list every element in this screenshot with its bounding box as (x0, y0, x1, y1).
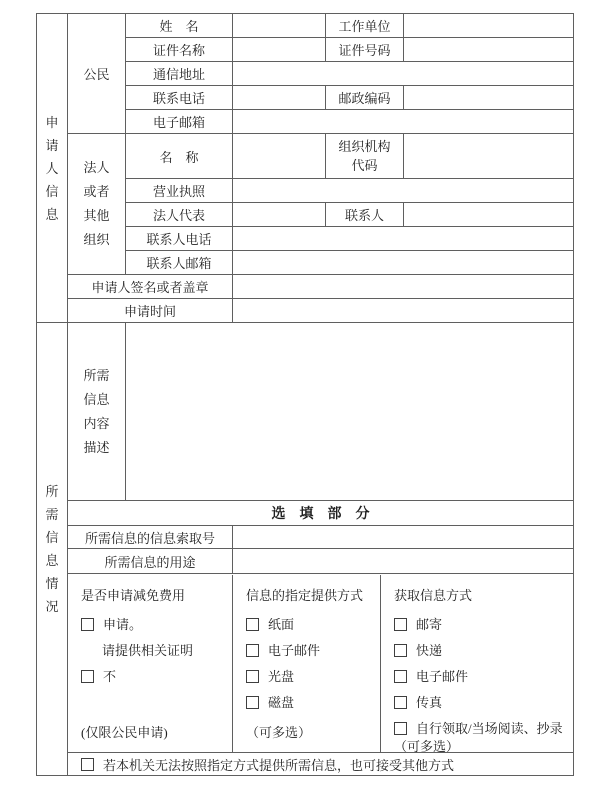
fee-waiver-option-apply (81, 616, 226, 634)
group-label-citizen (68, 14, 126, 134)
checkbox-paper[interactable] (246, 618, 259, 631)
obtain-option-mail (394, 616, 567, 634)
delivery-option-email (246, 642, 374, 660)
options-columns (68, 575, 573, 752)
input-phone[interactable] (233, 86, 326, 110)
other-method-option (81, 755, 571, 774)
delivery-option-cd (246, 668, 374, 686)
input-org-name[interactable] (233, 134, 326, 179)
input-email[interactable] (233, 110, 574, 134)
fee-waiver-option-no-label: 不 (103, 668, 117, 684)
input-contact-person[interactable] (404, 203, 574, 227)
label-id-type: 证件名称 (126, 38, 233, 62)
label-contact-phone: 联系人电话 (126, 227, 233, 251)
obtain-option-mail-label: 邮寄 (416, 616, 443, 632)
label-contact-email: 联系人邮箱 (126, 251, 233, 275)
obtain-method-block (380, 575, 573, 752)
delivery-option-paper-label: 纸面 (268, 616, 295, 632)
checkbox-cd[interactable] (246, 670, 259, 683)
label-org-name: 名 称 (126, 134, 233, 179)
obtain-option-self-pickup-label: 自行领取/当场阅读、抄录 (416, 720, 563, 736)
input-purpose[interactable] (233, 549, 574, 574)
input-postcode[interactable] (404, 86, 574, 110)
label-contact-person: 联系人 (326, 203, 404, 227)
checkbox-disk[interactable] (246, 696, 259, 709)
delivery-option-disk (246, 694, 374, 712)
obtain-option-fax-label: 传真 (416, 694, 443, 710)
other-method-note: 若本机关无法按照指定方式提供所需信息，也可接受其他方式 (103, 757, 455, 773)
group-label-organization (68, 134, 126, 275)
label-address: 通信地址 (126, 62, 233, 86)
obtain-option-email-label: 电子邮件 (416, 668, 469, 684)
fee-waiver-option-no (81, 668, 226, 686)
delivery-method-footnote: （可多选） (246, 724, 312, 740)
section-label-required-info (37, 323, 68, 776)
obtain-option-self-pickup (394, 720, 567, 738)
input-contact-email[interactable] (233, 251, 574, 275)
checkbox-email-obtain[interactable] (394, 670, 407, 683)
input-business-license[interactable] (233, 179, 574, 203)
delivery-option-cd-label: 光盘 (268, 668, 295, 684)
obtain-method-title: 获取信息方式 (394, 587, 473, 603)
fee-waiver-option-apply-label: 申请。 (103, 616, 143, 632)
optional-section-header: 选 填 部 分 (68, 501, 574, 526)
label-org-code-text: 组织机构代码 (338, 139, 391, 173)
label-purpose: 所需信息的用途 (68, 549, 233, 574)
input-address[interactable] (233, 62, 574, 86)
input-contact-phone[interactable] (233, 227, 574, 251)
options-row (68, 574, 574, 753)
label-phone: 联系电话 (126, 86, 233, 110)
delivery-option-disk-label: 磁盘 (268, 694, 295, 710)
delivery-method-title: 信息的指定提供方式 (246, 587, 364, 603)
label-id-number: 证件号码 (326, 38, 404, 62)
other-method-row (68, 753, 574, 776)
delivery-option-email-label: 电子邮件 (268, 642, 321, 658)
checkbox-self-pickup[interactable] (394, 722, 407, 735)
checkbox-apply-waiver[interactable] (81, 618, 94, 631)
label-description-text: 所需信息内容描述 (83, 367, 110, 455)
input-legal-rep[interactable] (233, 203, 326, 227)
input-apply-time[interactable] (233, 299, 574, 323)
delivery-option-paper (246, 616, 374, 634)
group-label-citizen-text: 公民 (83, 67, 110, 82)
label-apply-time: 申请时间 (68, 299, 233, 323)
group-label-organization-text: 法人或者其他组织 (83, 160, 110, 247)
section-label-applicant-info (37, 14, 68, 323)
checkbox-fax[interactable] (394, 696, 407, 709)
checkbox-email-delivery[interactable] (246, 644, 259, 657)
label-org-code (326, 134, 404, 179)
label-email: 电子邮箱 (126, 110, 233, 134)
label-description (68, 323, 126, 501)
checkbox-accept-other[interactable] (81, 758, 94, 771)
checkbox-express[interactable] (394, 644, 407, 657)
label-work-unit: 工作单位 (326, 14, 404, 38)
input-signature[interactable] (233, 275, 574, 299)
label-legal-rep: 法人代表 (126, 203, 233, 227)
label-signature: 申请人签名或者盖章 (68, 275, 233, 299)
delivery-method-block (232, 575, 380, 752)
checkbox-mail[interactable] (394, 618, 407, 631)
section-label-required-info-text: 所需信息情况 (45, 484, 59, 614)
input-id-type[interactable] (233, 38, 326, 62)
input-index-number[interactable] (233, 526, 574, 549)
obtain-option-express (394, 642, 567, 660)
section-label-applicant-info-text: 申请人信息 (45, 114, 59, 222)
application-form-table (36, 13, 574, 776)
input-work-unit[interactable] (404, 14, 574, 38)
fee-waiver-footnote: (仅限公民申请) (81, 724, 168, 740)
obtain-method-footnote: （可多选） (394, 738, 460, 753)
label-name: 姓 名 (126, 14, 233, 38)
input-name[interactable] (233, 14, 326, 38)
obtain-option-fax (394, 694, 567, 712)
input-org-code[interactable] (404, 134, 574, 179)
checkbox-no-waiver[interactable] (81, 670, 94, 683)
fee-waiver-block (68, 575, 232, 752)
label-postcode: 邮政编码 (326, 86, 404, 110)
input-description[interactable] (126, 323, 574, 501)
label-business-license: 营业执照 (126, 179, 233, 203)
input-id-number[interactable] (404, 38, 574, 62)
label-index-number: 所需信息的信息索取号 (68, 526, 233, 549)
fee-waiver-apply-note: 请提供相关证明 (102, 642, 194, 658)
obtain-option-email (394, 668, 567, 686)
fee-waiver-title: 是否申请减免费用 (81, 587, 186, 603)
obtain-option-express-label: 快递 (416, 642, 443, 658)
